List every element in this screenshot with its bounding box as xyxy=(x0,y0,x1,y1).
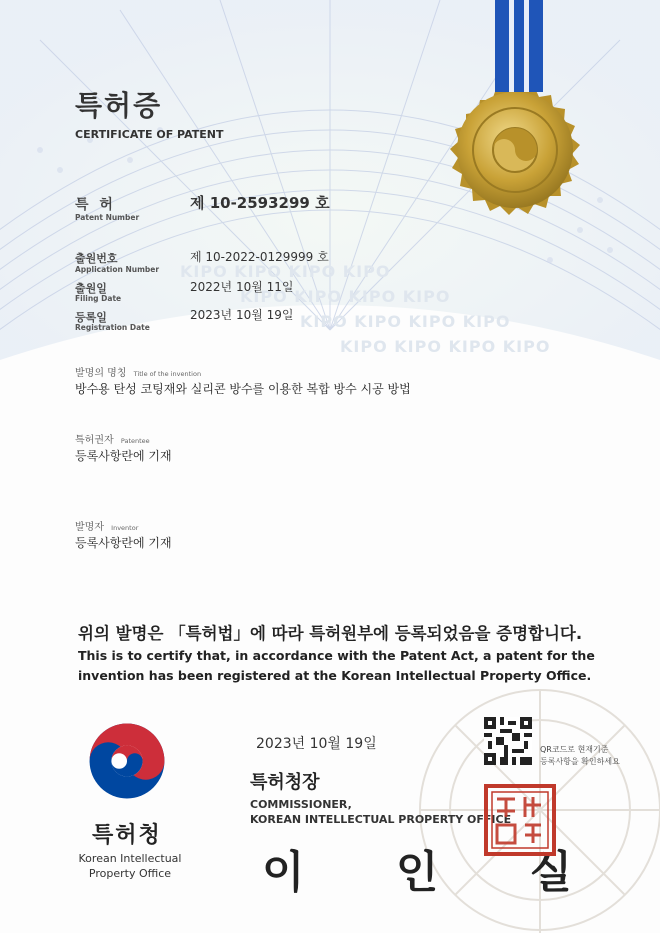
qr-code-icon[interactable] xyxy=(484,717,532,765)
office-name-en-line1: Korean Intellectual xyxy=(78,852,182,865)
ribbon xyxy=(495,0,543,92)
ribbon-stripe xyxy=(509,0,514,92)
office-name-ko: 특허청 xyxy=(92,823,162,848)
filing-date-value: 2022년 10월 11일 xyxy=(190,280,294,294)
registration-date-value: 2023년 10월 19일 xyxy=(190,308,294,322)
watermark-text: KIPO KIPO KIPO KIPO xyxy=(300,312,511,331)
application-number-label: 출원번호 xyxy=(75,252,118,265)
commissioner-title-en-line2: KOREAN INTELLECTUAL PROPERTY OFFICE xyxy=(250,813,512,826)
issue-date: 2023년 10월 19일 xyxy=(256,736,377,752)
inventor-label-en: Inventor xyxy=(111,524,139,532)
application-number-value: 제 10-2022-0129999 호 xyxy=(190,250,329,264)
registration-date-label: 등록일 xyxy=(75,311,107,324)
page-title: 특허증 xyxy=(75,89,163,122)
invention-label xyxy=(75,364,201,379)
registration-date-label-en: Registration Date xyxy=(75,323,150,332)
patentee-value: 등록사항란에 기재 xyxy=(75,449,172,463)
certification-ko: 위의 발명은 「특허법」에 따라 특허원부에 등록되었음을 증명합니다. xyxy=(78,624,583,643)
watermark-text: KIPO KIPO KIPO KIPO xyxy=(240,287,451,306)
patent-number-label-en: Patent Number xyxy=(75,213,140,222)
patent-number-label: 특 허 xyxy=(75,197,116,213)
office-name-en-line2: Property Office xyxy=(88,867,172,880)
invention-title: 방수용 탄성 코팅재와 실리콘 방수를 이용한 복합 방수 시공 방법 xyxy=(75,382,411,396)
commissioner-title-ko: 특허청장 xyxy=(250,772,320,793)
taegeuk-logo-icon xyxy=(88,722,166,800)
inventor-label-ko: 발명자 xyxy=(75,522,104,533)
qr-note-line2: 등록사항을 확인하세요 xyxy=(540,757,620,766)
certification-en-line1: This is to certify that, in accordance with the Patent Act, a patent for the xyxy=(78,648,595,663)
watermark-text: KIPO KIPO KIPO KIPO xyxy=(340,337,551,356)
inventor-value: 등록사항란에 기재 xyxy=(75,536,172,550)
watermark-text: KIPO KIPO KIPO KIPO xyxy=(180,262,391,281)
patent-number-value: 제 10-2593299 호 xyxy=(190,194,330,212)
patentee-label xyxy=(75,431,150,446)
qr-note-line1: QR코드로 현재기준 xyxy=(540,745,609,754)
ribbon-stripe xyxy=(524,0,529,92)
commissioner-title-en-line1: COMMISSIONER, xyxy=(250,798,352,811)
page-subtitle: CERTIFICATE OF PATENT xyxy=(75,128,224,141)
invention-label-ko: 발명의 명칭 xyxy=(75,368,127,379)
certification-en-line2: invention has been registered at the Korean Intellectual Property Office. xyxy=(78,668,592,683)
official-seal-stamp-icon xyxy=(483,783,557,857)
inventor-label xyxy=(75,518,138,533)
signature: 이 인 실 xyxy=(262,847,611,898)
patentee-label-en: Patentee xyxy=(120,437,150,445)
filing-date-label: 출원일 xyxy=(75,282,107,295)
patentee-label-ko: 특허권자 xyxy=(75,435,114,446)
invention-label-en: Title of the invention xyxy=(133,370,202,378)
filing-date-label-en: Filing Date xyxy=(75,294,122,303)
application-number-label-en: Application Number xyxy=(75,265,160,274)
